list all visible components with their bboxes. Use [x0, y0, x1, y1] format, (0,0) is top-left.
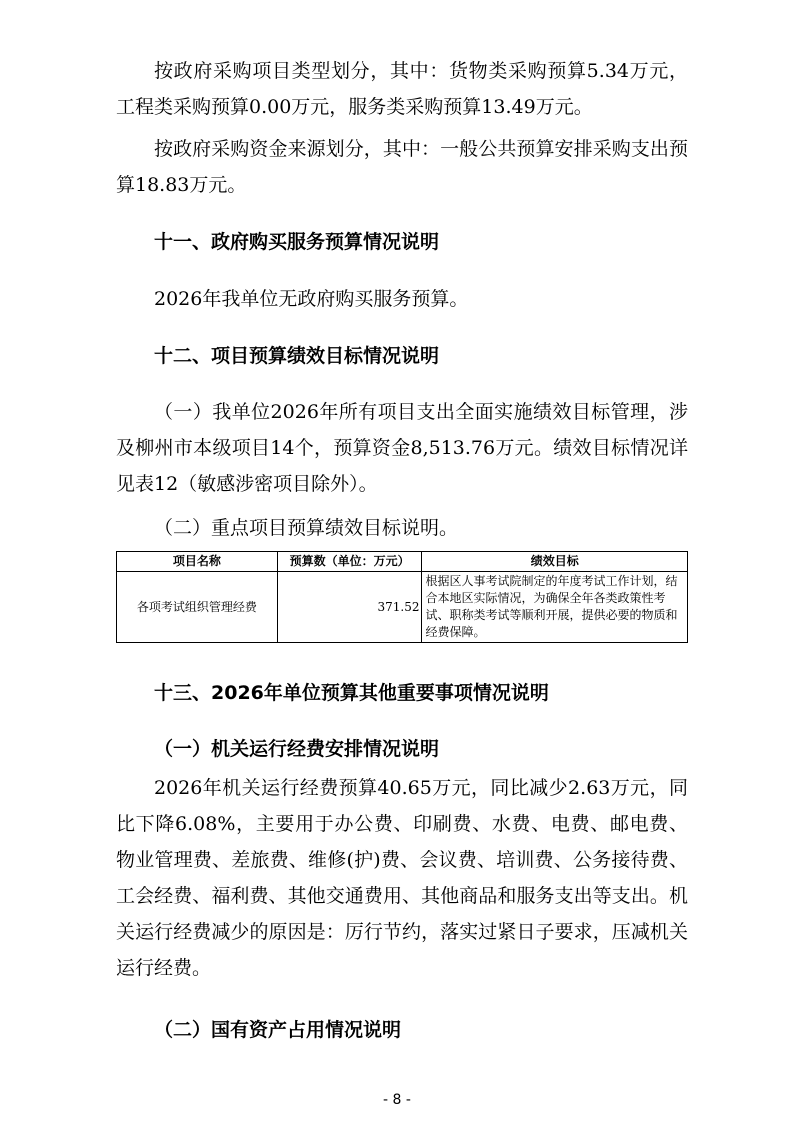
- section-12-paragraph-2: （二）重点项目预算绩效目标说明。: [154, 517, 459, 539]
- section-11-body: 2026年我单位无政府购买服务预算。: [154, 288, 469, 310]
- performance-goal-table: [116, 551, 688, 643]
- section-13-heading: 十三、2026年单位预算其他重要事项情况说明: [154, 682, 549, 704]
- table-header-row: [117, 552, 688, 572]
- paragraph-procurement-by-source: 按政府采购资金来源划分，其中：一般公共预算安排采购支出预算18.83万元。: [116, 138, 688, 196]
- cell-budget-amount: 371.52: [277, 572, 422, 643]
- section-13-subheading-1-body: 2026年机关运行经费预算40.65万元，同比减少2.63万元，同比下降6.08%，主要用于办公费、印刷费、水费、电费、邮电费、物业管理费、差旅费、维修(护)费、会议费、培训费、公务接待费、工会经费、福利费、其他交通费用、其他商品和服务支出等支出。机关运行经费减少的原因是：厉行节约，落实过紧日子要求，压减机关运行经费。: [116, 777, 688, 979]
- page-number: - 8 -: [383, 1092, 411, 1108]
- cell-performance-goal: 根据区人事考试院制定的年度考试工作计划，结合本地区实际情况，为确保全年各类政策性考试、职称类考试等顺利开展，提供必要的物质和经费保障。: [422, 572, 688, 643]
- section-13-subheading-2: （二）国有资产占用情况说明: [154, 1019, 402, 1041]
- paragraph-procurement-by-type: 按政府采购项目类型划分，其中：货物类采购预算5.34万元，工程类采购预算0.00万元，服务类采购预算13.49万元。: [116, 60, 688, 118]
- section-11-heading: 十一、政府购买服务预算情况说明: [154, 231, 440, 253]
- section-13-subheading-1: （一）机关运行经费安排情况说明: [154, 738, 440, 760]
- section-12-paragraph-1: （一）我单位2026年所有项目支出全面实施绩效目标管理，涉及柳州市本级项目14个，预算资金8,513.76万元。绩效目标情况详见表12（敏感涉密项目除外）。: [116, 401, 688, 495]
- cell-project-name: 各项考试组织管理经费: [117, 572, 278, 643]
- table-row: [117, 572, 688, 643]
- header-project-name: 项目名称: [117, 552, 278, 572]
- header-performance-goal: 绩效目标: [422, 552, 688, 572]
- header-budget-amount: 预算数（单位：万元）: [277, 552, 422, 572]
- section-12-heading: 十二、项目预算绩效目标情况说明: [154, 345, 440, 367]
